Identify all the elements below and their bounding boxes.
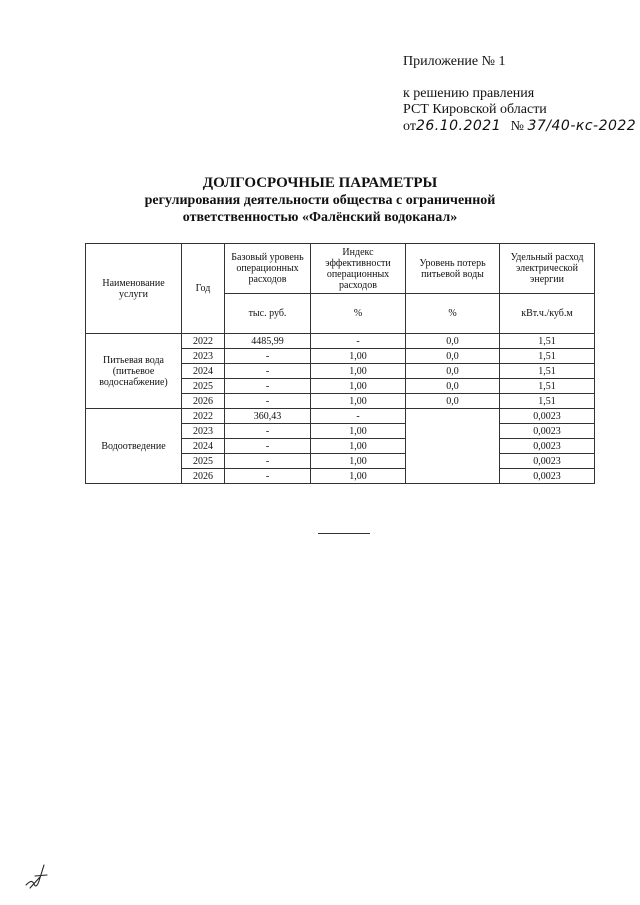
col-year-header: Год bbox=[182, 244, 225, 334]
year-cell: 2024 bbox=[182, 364, 225, 379]
year-cell: 2022 bbox=[182, 409, 225, 424]
energy-cell: 0,0023 bbox=[500, 469, 595, 484]
year-cell: 2022 bbox=[182, 334, 225, 349]
col-service-header: Наименование услуги bbox=[86, 244, 182, 334]
unit-energy: кВт.ч./куб.м bbox=[500, 294, 595, 334]
energy-cell: 1,51 bbox=[500, 349, 595, 364]
date-prefix: от bbox=[403, 119, 416, 134]
table-row bbox=[86, 409, 595, 424]
base-cell: - bbox=[225, 454, 311, 469]
energy-cell: 1,51 bbox=[500, 364, 595, 379]
energy-cell: 1,51 bbox=[500, 334, 595, 349]
page-subtitle-2: ответственностью «Фалёнский водоканал» bbox=[182, 210, 458, 225]
parameters-table bbox=[85, 243, 595, 484]
year-cell: 2024 bbox=[182, 439, 225, 454]
base-cell: 4485,99 bbox=[225, 334, 311, 349]
col-loss-header: Уровень потерь питьевой воды bbox=[406, 244, 500, 294]
loss-cell: 0,0 bbox=[406, 364, 500, 379]
index-cell: - bbox=[311, 409, 406, 424]
base-cell: - bbox=[225, 379, 311, 394]
energy-cell: 0,0023 bbox=[500, 439, 595, 454]
group-name-sewage: Водоотведение bbox=[86, 409, 182, 484]
base-cell: 360,43 bbox=[225, 409, 311, 424]
base-cell: - bbox=[225, 364, 311, 379]
table-row bbox=[86, 334, 595, 349]
authority-line: РСТ Кировской области bbox=[403, 102, 547, 117]
index-cell: 1,00 bbox=[311, 349, 406, 364]
energy-cell: 0,0023 bbox=[500, 409, 595, 424]
handwritten-number: 37/40-кс-2022 bbox=[527, 118, 637, 134]
energy-cell: 0,0023 bbox=[500, 454, 595, 469]
end-divider bbox=[318, 533, 370, 534]
date-number-line bbox=[403, 118, 636, 135]
number-prefix: № bbox=[510, 119, 524, 134]
page-subtitle-1: регулирования деятельности общества с ограниченной bbox=[144, 193, 496, 208]
loss-cell: 0,0 bbox=[406, 394, 500, 409]
energy-cell: 1,51 bbox=[500, 379, 595, 394]
col-base-header: Базовый уровень операционных расходов bbox=[225, 244, 311, 294]
loss-cell: 0,0 bbox=[406, 379, 500, 394]
loss-cell-empty bbox=[406, 409, 500, 484]
page-title: ДОЛГОСРОЧНЫЕ ПАРАМЕТРЫ bbox=[202, 175, 438, 191]
index-cell: 1,00 bbox=[311, 394, 406, 409]
loss-cell: 0,0 bbox=[406, 334, 500, 349]
handwritten-date: 26.10.2021 bbox=[415, 118, 502, 134]
index-cell: 1,00 bbox=[311, 454, 406, 469]
unit-index: % bbox=[311, 294, 406, 334]
year-cell: 2026 bbox=[182, 394, 225, 409]
year-cell: 2025 bbox=[182, 454, 225, 469]
index-cell: 1,00 bbox=[311, 469, 406, 484]
base-cell: - bbox=[225, 469, 311, 484]
appendix-label: Приложение № 1 bbox=[403, 54, 506, 69]
year-cell: 2025 bbox=[182, 379, 225, 394]
index-cell: 1,00 bbox=[311, 439, 406, 454]
unit-base: тыс. руб. bbox=[225, 294, 311, 334]
base-cell: - bbox=[225, 394, 311, 409]
group-name-water: Питьевая вода (питьевое водоснабжение) bbox=[86, 334, 182, 409]
index-cell: 1,00 bbox=[311, 424, 406, 439]
loss-cell: 0,0 bbox=[406, 349, 500, 364]
index-cell: - bbox=[311, 334, 406, 349]
col-index-header: Индекс эффективности операционных расходов bbox=[311, 244, 406, 294]
decision-line: к решению правления bbox=[403, 86, 535, 101]
year-cell: 2023 bbox=[182, 424, 225, 439]
energy-cell: 0,0023 bbox=[500, 424, 595, 439]
col-energy-header: Удельный расход электрической энергии bbox=[500, 244, 595, 294]
index-cell: 1,00 bbox=[311, 364, 406, 379]
unit-loss: % bbox=[406, 294, 500, 334]
base-cell: - bbox=[225, 424, 311, 439]
signature-initials bbox=[22, 858, 54, 897]
base-cell: - bbox=[225, 349, 311, 364]
energy-cell: 1,51 bbox=[500, 394, 595, 409]
base-cell: - bbox=[225, 439, 311, 454]
year-cell: 2026 bbox=[182, 469, 225, 484]
index-cell: 1,00 bbox=[311, 379, 406, 394]
year-cell: 2023 bbox=[182, 349, 225, 364]
